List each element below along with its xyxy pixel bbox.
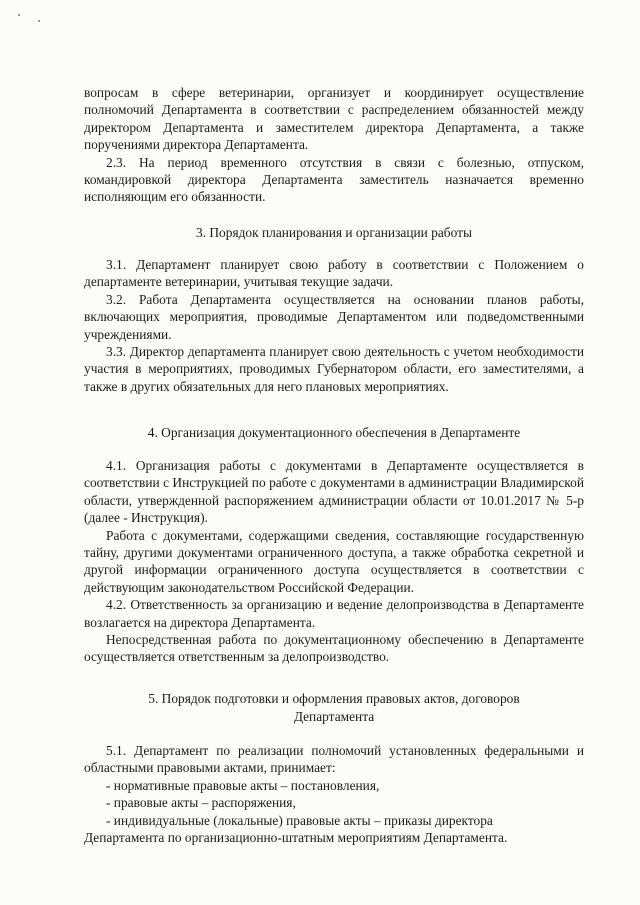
paragraph-4-2: 4.2. Ответственность за организацию и ведение делопроизводства в Департаменте возлагается на директора Департамента.: [84, 597, 584, 630]
paragraph-4-1-secret: Работа с документами, содержащими сведения, составляющие государственную тайну, другими документами ограниченного доступа, а также обработка секретной и другой информации ограниченного доступа осуществляется в соответствии с действующим законодательством Российской Федерации.: [84, 527, 584, 595]
section-4-body: [84, 457, 584, 666]
paragraph-5-1: 5.1. Департамент по реализации полномочий установленных федеральными и областными правовыми актами, принимает:: [84, 743, 584, 776]
list-item-normative: - нормативные правовые акты – постановления,: [106, 777, 380, 793]
section-4-heading: 4. Организация документационного обеспечения в Департаменте: [147, 425, 521, 440]
paragraph-5-1-tail: Департамента по организационно-штатным мероприятиям Департамента.: [84, 830, 508, 846]
paragraph-3-1: 3.1. Департамент планирует свою работу в соответствии с Положением о департаменте ветеринарии, учитывая текущие задачи.: [84, 257, 584, 290]
paragraph-3-2: 3.2. Работа Департамента осуществляется на основании планов работы, включающих мероприятия, проводимые Департаментом или подведомственными учреждениями.: [84, 291, 584, 342]
paragraph-continuation: вопросам в сфере ветеринарии, организует и координирует осуществление полномочий Департамента в соответствии с распределением обязанностей между директором Департамента и заместителем директора Департамента, а также поручениями директора Департамента.: [84, 85, 584, 153]
list-item-legal: - правовые акты – распоряжения,: [106, 795, 296, 811]
paragraph-4-2-direct: Непосредственная работа по документационному обеспечению в Департаменте осуществляется ответственным за делопроизводство.: [84, 632, 584, 665]
section-5-heading-line-1: 5. Порядок подготовки и оформления правовых актов, договоров: [148, 691, 520, 706]
section-3-heading: 3. Порядок планирования и организации работы: [196, 225, 472, 240]
section-3-body: [84, 256, 584, 395]
paragraph-4-1: 4.1. Организация работы с документами в Департаменте осуществляется в соответствии с Инструкцией по работе с документами в администрации Владимирской области, утвержденной распоряжением администрации области от 10.01.2017 № 5-р (далее - Инструкция).: [84, 458, 584, 526]
paragraph-3-3: 3.3. Директор департамента планирует свою деятельность с учетом необходимости участия в мероприятиях, проводимых Губернатором области, его заместителями, а также в других обязательных для него плановых мероприятиях.: [84, 344, 584, 394]
section-5-heading-line-2: Департамента: [293, 709, 375, 724]
section-5-body: [84, 742, 584, 846]
intro-block: [84, 84, 584, 206]
paragraph-2-3: 2.3. На период временного отсутствия в связи с болезнью, отпуском, командировкой директора Департамента заместитель назначается временно исполняющим его обязанности.: [84, 154, 584, 205]
list-item-individual: - индивидуальные (локальные) правовые акты – приказы директора: [106, 812, 493, 828]
